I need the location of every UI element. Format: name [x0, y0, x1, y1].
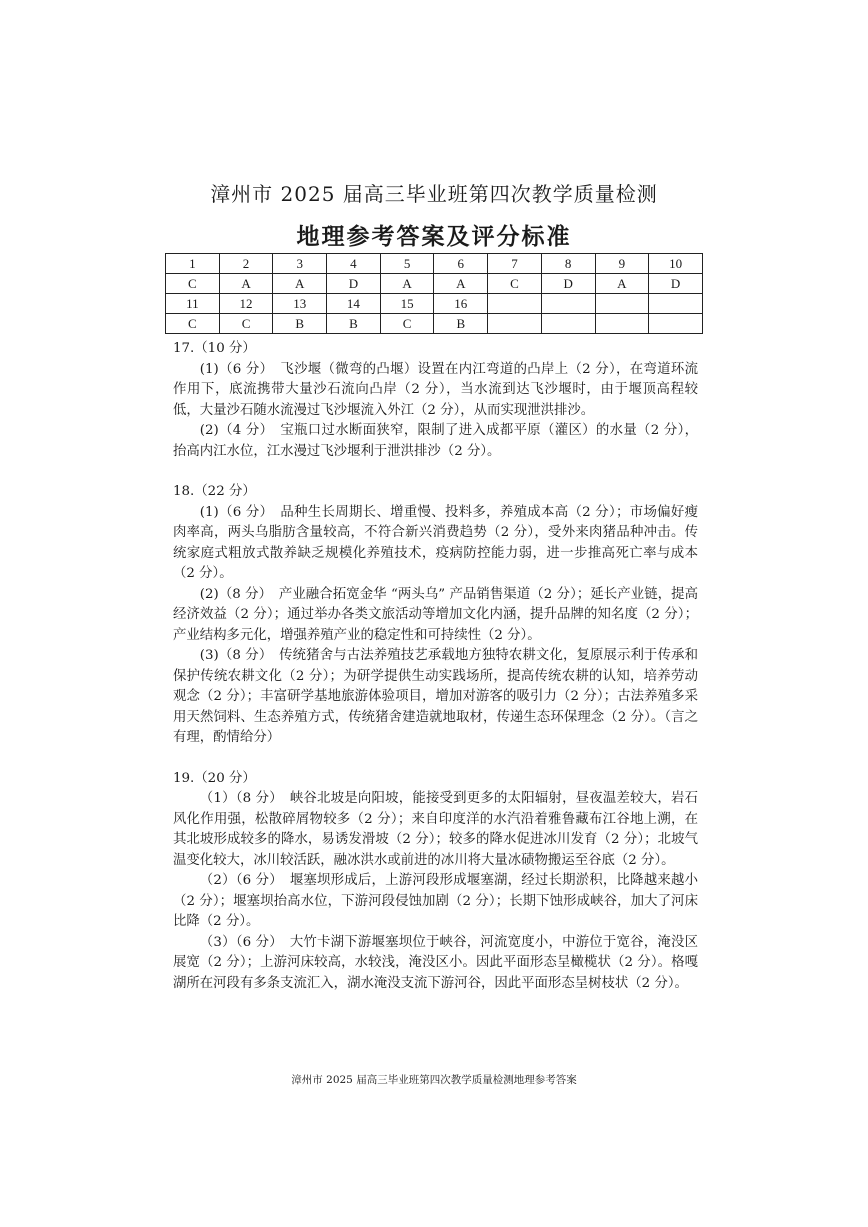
exam-title: 漳州市 2025 届高三毕业班第四次教学质量检测 — [210, 182, 658, 206]
answer-cell: C — [166, 274, 220, 294]
answer-paragraph: （1）（8 分） 峡谷北坡是向阳坡，能接受到更多的太阳辐射，昼夜温差较大，岩石风化作用强，松散碎屑物较多（2 分）；来自印度洋的水汽沿着雅鲁藏布江谷地上溯，在其北坡形成较多的降水，易诱发滑坡（2 分）；较多的降水促进冰川发育（2 分）；北坡气温变化较大，冰川较活跃，融冰洪水或前进的冰川将大量冰碛物搬运至谷底（2 分）。 — [173, 791, 698, 868]
answer-paragraph: (1)（6 分） 品种生长周期长、增重慢、投料多，养殖成本高（2 分）；市场偏好瘦肉率高，两头乌脂肪含量较高，不符合新兴消费趋势（2 分），受外来肉猪品种冲击。传统家庭式粗放式散养缺乏规模化养殖技术，疫病防控能力弱，进一步推高死亡率与成本（2 分）。 — [173, 504, 698, 581]
table-row — [166, 314, 703, 334]
question-number-cell: 14 — [327, 294, 381, 314]
answer-cell: D — [649, 274, 703, 294]
answer-cell: C — [166, 314, 220, 334]
spacer — [173, 462, 698, 482]
multiple-choice-answer-table — [165, 253, 703, 334]
answer-cell: C — [488, 274, 542, 294]
question-number-cell: 3 — [273, 254, 327, 274]
spacer — [173, 749, 698, 769]
answer-cell: D — [541, 274, 595, 294]
question-number-cell: 7 — [488, 254, 542, 274]
question-number-cell: 4 — [327, 254, 381, 274]
question-number-cell: 6 — [434, 254, 488, 274]
question-number-cell: 13 — [273, 294, 327, 314]
question-number-cell: 9 — [595, 254, 649, 274]
question-number-cell: 8 — [541, 254, 595, 274]
empty-cell — [595, 294, 649, 314]
answer-paragraph: (2)（4 分） 宝瓶口过水断面狭窄，限制了进入成都平原（灌区）的水量（2 分），抬高内江水位，江水漫过飞沙堰利于泄洪排沙（2 分）。 — [173, 423, 698, 459]
table-row — [166, 254, 703, 274]
answer-cell: A — [219, 274, 273, 294]
answer-paragraph: (3)（8 分） 传统猪舍与古法养殖技艺承载地方独特农耕文化，复原展示利于传承和保护传统农耕文化（2 分）；为研学提供生动实践场所，提高传统农耕的认知，培养劳动观念（2 分）；丰富研学基地旅游体验项目，增加对游客的吸引力（2 分）；古法养殖多采用天然饲料、生态养殖方式，传统猪舍建造就地取材，传递生态环保理念（2 分）。（言之有理，酌情给分） — [173, 648, 698, 745]
answer-cell: B — [434, 314, 488, 334]
answer-paragraph: （3）（6 分） 大竹卡湖下游堰塞坝位于峡谷，河流宽度小，中游位于宽谷，淹没区展宽（2 分）；上游河床较高，水较浅，淹没区小。因此平面形态呈橄榄状（2 分）。格嘎湖所在河段有多条支流汇入，湖水淹没支流下游河谷，因此平面形态呈树枝状（2 分）。 — [173, 934, 698, 991]
question-number-cell: 12 — [219, 294, 273, 314]
answer-paragraph: （2）（6 分） 堰塞坝形成后，上游河段形成堰塞湖，经过长期淤积，比降越来越小（2 分）；堰塞坝抬高水位，下游河段侵蚀加剧（2 分）；长期下蚀形成峡谷，加大了河床比降（2 分）。 — [173, 873, 698, 929]
empty-cell — [595, 314, 649, 334]
question-17 — [173, 339, 698, 462]
question-18 — [173, 482, 698, 749]
answer-cell: C — [219, 314, 273, 334]
answer-content — [173, 339, 698, 994]
answer-cell: D — [327, 274, 381, 294]
page-footer: 漳州市 2025 届高三毕业班第四次教学质量检测地理参考答案 — [291, 1074, 577, 1086]
question-heading: 18.（22 分） — [173, 484, 256, 499]
answer-cell: B — [273, 314, 327, 334]
answer-cell: A — [595, 274, 649, 294]
empty-cell — [488, 294, 542, 314]
table-row — [166, 274, 703, 294]
empty-cell — [649, 314, 703, 334]
empty-cell — [541, 294, 595, 314]
answer-cell: A — [434, 274, 488, 294]
question-number-cell: 2 — [219, 254, 273, 274]
question-19 — [173, 769, 698, 995]
answer-cell: A — [273, 274, 327, 294]
answer-cell: A — [380, 274, 434, 294]
question-number-cell: 5 — [380, 254, 434, 274]
question-number-cell: 11 — [166, 294, 220, 314]
answer-key-title: 地理参考答案及评分标准 — [296, 223, 572, 250]
empty-cell — [649, 294, 703, 314]
answer-paragraph: (1)（6 分） 飞沙堰（微弯的凸堰）设置在内江弯道的凸岸上（2 分），在弯道环流作用下，底流携带大量沙石流向凸岸（2 分），当水流到达飞沙堰时，由于堰顶高程较低，大量沙石随水流漫过飞沙堰流入外江（2 分），从而实现泄洪排沙。 — [173, 361, 698, 418]
answer-cell: C — [380, 314, 434, 334]
empty-cell — [488, 314, 542, 334]
question-number-cell: 16 — [434, 294, 488, 314]
question-number-cell: 10 — [649, 254, 703, 274]
question-number-cell: 1 — [166, 254, 220, 274]
answer-cell: B — [327, 314, 381, 334]
question-number-cell: 15 — [380, 294, 434, 314]
empty-cell — [541, 314, 595, 334]
question-heading: 19.（20 分） — [173, 770, 256, 786]
question-heading: 17.（10 分） — [173, 341, 256, 356]
table-row — [166, 294, 703, 314]
answer-paragraph: (2)（8 分） 产业融合拓宽金华 “两头乌” 产品销售渠道（2 分）；延长产业链，提高经济效益（2 分）；通过举办各类文旅活动等增加文化内涵，提升品牌的知名度（2 分）；产业结构多元化，增强养殖产业的稳定性和可持续性（2 分）。 — [173, 586, 698, 643]
